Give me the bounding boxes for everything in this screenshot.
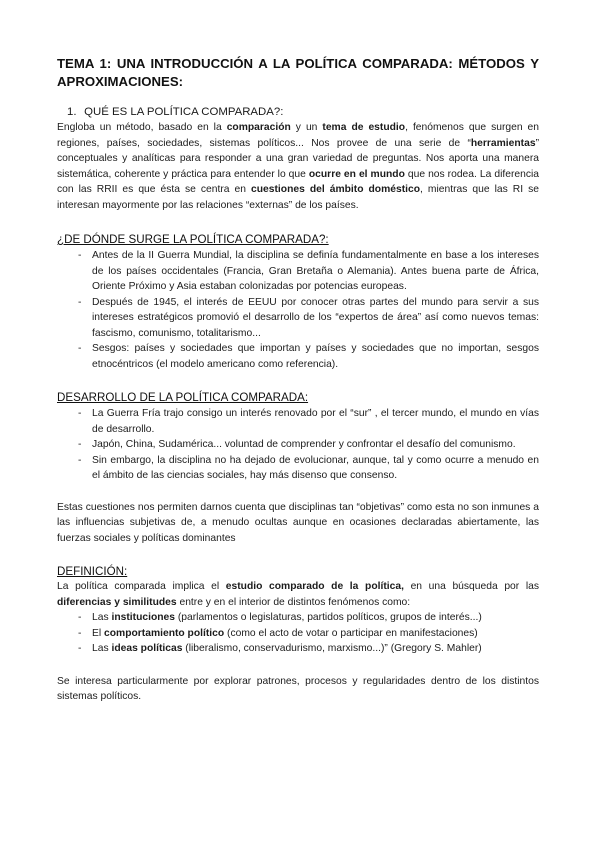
bold-run: cuestiones del ámbito doméstico <box>251 184 421 195</box>
text-run: en una búsqueda por las <box>403 581 539 592</box>
heading-text: QUÉ ES LA POLÍTICA COMPARADA?: <box>84 106 284 118</box>
bold-run: ideas políticas <box>111 643 183 654</box>
text-run: , fenómenos que surgen en regiones, países, sociedades, sistemas políticos... Nos provee de una serie de “ <box>57 122 539 149</box>
list-item: - El comportamiento político (como el acto de votar o participar en manifestaciones) <box>79 626 539 642</box>
bold-run: diferencias y similitudes <box>57 596 177 608</box>
bold-run: ocurre en el mundo <box>308 168 405 180</box>
dash-bullet: - <box>78 612 82 623</box>
origin-list <box>57 248 539 372</box>
definition-paragraph <box>57 579 539 610</box>
list-item <box>79 406 539 437</box>
text-run: Engloba un método, basado en la <box>57 122 227 133</box>
bold-run: tema de estudio <box>322 122 406 133</box>
definition-closing-paragraph: Se interesa particularmente por explorar patrones, procesos y regularidades dentro de los distintos sistemas políticos. <box>57 675 539 702</box>
list-item: - Las ideas políticas (liberalismo, conservadurismo, marxismo...)” (Gregory S. Mahler) <box>79 641 539 657</box>
list-item <box>79 295 539 342</box>
list-item <box>79 248 539 295</box>
text-run: entre y en el interior de distintos fenómenos como: <box>176 596 411 608</box>
development-list <box>57 406 539 484</box>
dash-bullet: - <box>78 439 82 450</box>
page-title: TEMA 1: UNA INTRODUCCIÓN A LA POLÍTICA COMPARADA: MÉTODOS Y APROXIMACIONES: <box>57 56 539 89</box>
text-run: La política comparada implica el <box>57 581 226 592</box>
text-run: y un <box>290 122 323 133</box>
section-heading-development: DESARROLLO DE LA POLÍTICA COMPARADA: <box>57 391 309 404</box>
text-run: ” conceptuales y analíticas para responder a una gran variedad de preguntas. Nos aporta una manera sistemática, coherente y práctica para entender lo que <box>57 137 539 180</box>
list-item-text: Japón, China, Sudamérica... voluntad de comprender y confrontar el desafío del comunismo. <box>92 439 516 450</box>
dash-bullet: - <box>78 250 82 261</box>
text-run: que nos rodea. La diferencia con las RRII es que ésta se centra en <box>57 168 539 195</box>
list-item <box>79 341 539 372</box>
dash-bullet: - <box>78 454 82 466</box>
bold-run: comportamiento político <box>104 627 225 639</box>
definition-list <box>57 610 539 657</box>
bold-run: comparación <box>226 122 291 133</box>
section-heading-origin: ¿DE DÓNDE SURGE LA POLÍTICA COMPARADA?: <box>57 233 329 246</box>
dash-bullet: - <box>78 408 82 419</box>
list-item-text: Sesgos: países y sociedades que importan y países y sociedades que no importan, sesgos etnocéntricos (el modelo americano como referencia). <box>92 343 539 370</box>
list-item <box>79 453 539 484</box>
list-item-text: La Guerra Fría trajo consigo un interés renovado por el “sur” , el tercer mundo, el mundo en vías de desarrollo. <box>92 408 539 435</box>
dash-bullet: - <box>78 343 82 354</box>
dash-bullet: - <box>78 296 82 308</box>
document-content <box>57 55 539 705</box>
section-heading-definition: DEFINICIÓN: <box>57 565 128 578</box>
bold-run: estudio comparado de la política, <box>225 581 404 592</box>
list-item-text: Sin embargo, la disciplina no ha dejado de evolucionar, aunque, tal y como ocurre a menudo en el ámbito de las ciencias sociales, hay más disenso que consenso. <box>92 454 539 481</box>
list-item-text: Después de 1945, el interés de EEUU por conocer otras partes del mundo para servir a sus intereses estratégicos promovió el desarrollo de los “expertos de área” así como nuevos temas: fascismo, comunismo, totalitarismo... <box>92 296 539 339</box>
dash-bullet: - <box>78 627 82 639</box>
bold-run: instituciones <box>111 612 175 623</box>
list-item: - Las instituciones (parlamentos o legislaturas, partidos políticos, grupos de interés...) <box>79 610 539 626</box>
heading-number: 1. <box>67 106 77 118</box>
list-item <box>79 437 539 453</box>
dash-bullet: - <box>78 643 82 654</box>
intro-paragraph <box>57 120 539 213</box>
bold-run: herramientas <box>470 137 536 149</box>
text-run: , mientras que las RI se interesan mayormente por las relaciones “externas” de los países. <box>57 184 539 211</box>
list-item-text: Antes de la II Guerra Mundial, la disciplina se definía fundamentalmente en base a los intereses de los países occidentales (Francia, Gran Bretaña o Alemania). Antes buena parte de África, Oriente Próximo y Asia estaban colonizadas por potencias europeas. <box>92 250 539 292</box>
numbered-heading-1 <box>67 105 539 120</box>
development-closing-paragraph: Estas cuestiones nos permiten darnos cuenta que disciplinas tan “objetivas” como esta no son inmunes a las influencias subjetivas de, a menudo ocultas aunque en ocasiones declaradas abiertamente, las fuerzas sociales y políticas dominantes <box>57 501 539 544</box>
